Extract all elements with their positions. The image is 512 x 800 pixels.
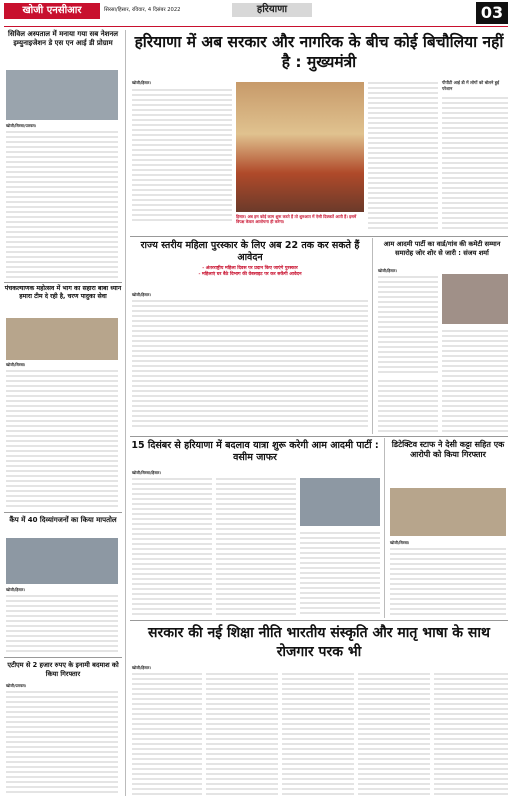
story4-byline: खोजी/पलवल। (6, 683, 27, 688)
education-headline: सरकार की नई शिक्षा नीति भारतीय संस्कृति और मातृ भाषा के साथ रोजगार परक भी (148, 625, 490, 660)
lead-photo-caption: हिसार। अब हम कोई काम शुरू करते हैं तो शुरुआत में ऐसी दिक्कतें आती हैं। इसमें विपक्ष केवल आलोचना ही करेगा। (236, 214, 357, 224)
story1-body (6, 129, 118, 279)
lead-body-col1 (132, 87, 232, 222)
women-sub: - अंतरराष्ट्रीय महिला दिवस पर प्रदान किए जाएंगे पुरस्कार (202, 266, 298, 271)
story2-headline: पंचकल्याणक महोत्सव में भाग का सहारा बाबा ध्यान हमारा टीम दे रही है, चरण पादुका सेवा (4, 285, 122, 300)
education-body-col5 (434, 671, 508, 795)
column-rule (125, 30, 126, 796)
aap-photo (442, 274, 508, 324)
dateline: सिरसा/हिसार, रविवार, 4 दिसंबर 2022 (104, 7, 181, 13)
women-body (132, 298, 368, 430)
side-body (442, 95, 508, 232)
yatra-headline: 15 दिसंबर से हरियाणा में बदलाव यात्रा शुरू करेगी आम आदमी पार्टी : वसीम जाफर (131, 440, 379, 463)
column-rule (372, 238, 373, 434)
detective-photo (390, 488, 506, 536)
women-headline: राज्य स्तरीय महिला पुरस्कार के लिए अब 22 तक कर सकते हैं आवेदन (140, 240, 360, 263)
column-rule (384, 438, 385, 618)
story4-headline: एटीएम से 2 हजार रुपए के इनामी बदमाश को किया गिरफ्तार (7, 661, 119, 678)
education-body-col4 (358, 671, 430, 795)
story2-byline: खोजी/सिरसा। (6, 362, 26, 367)
aap-byline: खोजी/हिसार। (378, 268, 397, 273)
lead-photo (236, 82, 364, 212)
yatra-body-col1 (132, 476, 212, 616)
paper-name: खोजी एनसीआर (4, 3, 100, 19)
divider (130, 620, 508, 621)
story1-headline: सिविल अस्पताल में मनाया गया सब नेशनल इम्युनाइजेशन डे एस एन आई डी प्रोग्राम (8, 30, 118, 47)
women-sub2: - महिलाएं घर बैठे विभाग की वेबसाइट पर कर सकेंगी आवेदन (198, 272, 302, 277)
section-title: हरियाणा (232, 3, 312, 17)
yatra-body-col2 (216, 476, 296, 616)
story3-photo (6, 538, 118, 584)
yatra-body-col3 (300, 530, 380, 616)
detective-headline: डिटेक्टिव स्टाफ ने देसी कट्टा सहित एक आरोपी को किया गिरफ्तार (391, 440, 505, 459)
divider (4, 282, 122, 283)
yatra-photo (300, 478, 380, 526)
aap-body-3 (378, 378, 438, 432)
side-label: पीपीटी आई डी में लोगों को बोलने हुई परेशान (442, 80, 500, 91)
story2-photo (6, 318, 118, 360)
page-number: 03 (476, 2, 508, 24)
story1-byline: खोजी/सिरसा/पलवल। (6, 123, 37, 128)
lead-body-col3 (368, 80, 438, 232)
story2-body (6, 368, 118, 508)
detective-body (390, 546, 506, 616)
aap-headline: आम आदमी पार्टी का वार्ड/गांव की कमेटी सम्मान समारोह जोर शोर से जारी : संजय शर्मा (383, 240, 501, 257)
education-body-col1 (132, 671, 202, 795)
divider (130, 436, 508, 437)
header-divider (4, 26, 508, 27)
aap-body (378, 274, 438, 374)
divider (4, 512, 122, 513)
education-byline: खोजी/हिसार। (132, 665, 151, 670)
story4-body (6, 689, 118, 794)
divider (130, 236, 508, 237)
women-byline: खोजी/हिसार। (132, 292, 151, 297)
education-body-col2 (206, 671, 278, 795)
story3-body (6, 593, 118, 653)
story1-photo (6, 70, 118, 120)
story3-byline: खोजी/हिसार। (6, 587, 25, 592)
detective-byline: खोजी/सिरसा। (390, 540, 410, 545)
divider (4, 657, 122, 658)
lead-byline: खोजी/हिसार। (132, 80, 151, 85)
lead-story (130, 32, 508, 72)
education-body-col3 (282, 671, 354, 795)
story3-headline: कैंप में 40 दिव्यांगजनों का किया मापतोल (9, 516, 117, 524)
aap-body-2 (442, 328, 508, 432)
yatra-byline: खोजी/सिरसा/हिसार। (132, 470, 161, 475)
lead-headline: हरियाणा में अब सरकार और नागरिक के बीच कोई बिचौलिया नहीं है : मुख्यमंत्री (134, 33, 504, 71)
left-column (4, 30, 122, 48)
